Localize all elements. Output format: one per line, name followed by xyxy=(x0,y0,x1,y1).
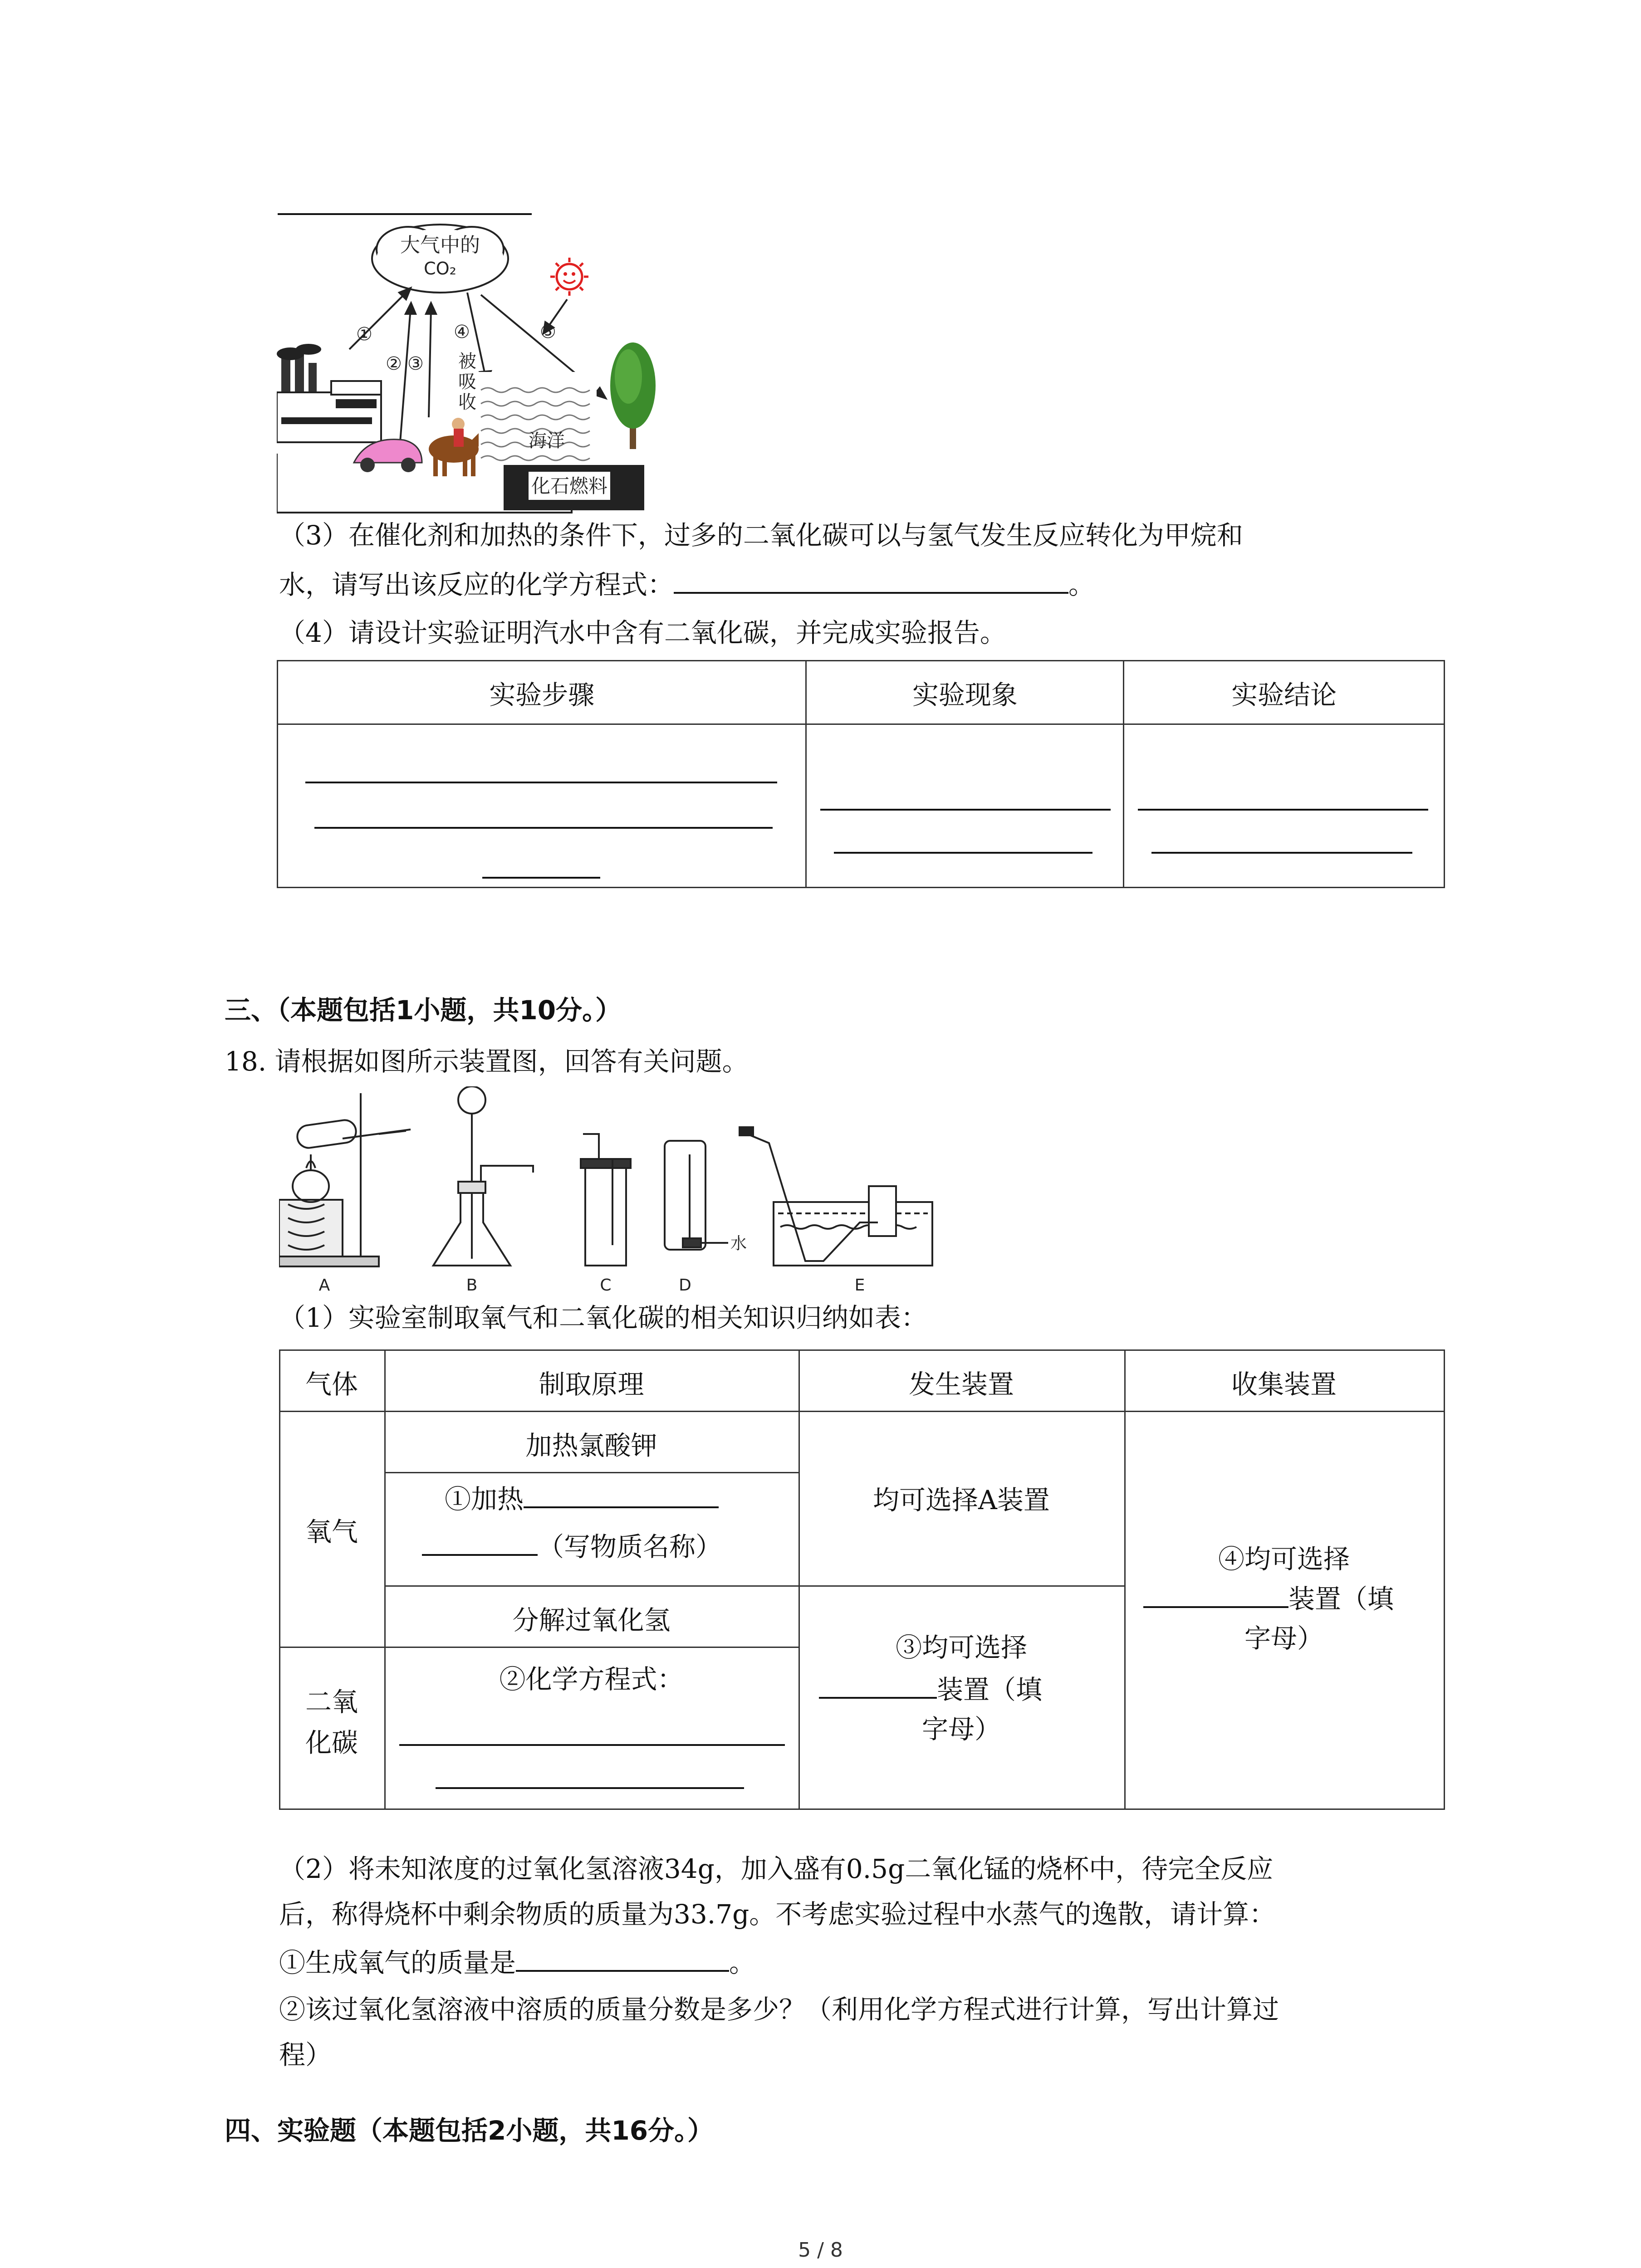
q18-2-sub-1 xyxy=(279,1944,755,1981)
q18-2-line-2: 后，称得烧杯中剩余物质的质量为33.7g。不考虑实验过程中水蒸气的逸散，请计算： xyxy=(279,1899,1276,1930)
phenomena-answer-cell[interactable] xyxy=(806,724,1124,888)
q3-answer-blank[interactable] xyxy=(674,565,1068,594)
apparatus-d xyxy=(665,1141,728,1250)
oxygen-mass-blank[interactable] xyxy=(516,1944,729,1972)
section-3-title: 三、（本题包括1小题，共10分。） xyxy=(225,995,622,1026)
summary-table xyxy=(279,1349,1445,1810)
label-d: D xyxy=(679,1276,691,1295)
q18-2-sub-1-text: ①生成氧气的质量是 xyxy=(279,1947,516,1978)
steps-answer-cell[interactable] xyxy=(278,724,806,888)
header-phenomena: 实验现象 xyxy=(806,661,1124,724)
label-3: ③ xyxy=(407,353,424,374)
q3-line-2 xyxy=(279,565,1095,603)
cloud-text-1: 大气中的 xyxy=(400,234,480,257)
blank-2b[interactable] xyxy=(436,1787,744,1789)
header-conclusion: 实验结论 xyxy=(1124,661,1445,724)
water-label: 水 xyxy=(730,1234,747,1253)
q3-line-1: （3）在催化剂和加热的条件下，过多的二氧化碳可以与氢气发生反应转化为甲烷和 xyxy=(279,520,1243,551)
factory-icon xyxy=(277,344,381,442)
principle-name-hint: （写物质名称） xyxy=(538,1531,722,1562)
header-principle: 制取原理 xyxy=(539,1369,644,1400)
blank-2a[interactable] xyxy=(399,1744,785,1746)
principle-heat-text: ①加热 xyxy=(445,1484,524,1515)
principle-heat xyxy=(445,1481,719,1517)
label-2: ② xyxy=(386,353,402,374)
blank-1b[interactable] xyxy=(422,1529,538,1556)
sun-icon xyxy=(550,258,588,296)
label-b: B xyxy=(466,1276,478,1295)
label-4: ④ xyxy=(454,322,470,342)
tree-icon xyxy=(610,342,656,449)
section-4-title: 四、实验题（本题包括2小题，共16分。） xyxy=(225,2115,714,2146)
apparatus-b xyxy=(433,1086,533,1266)
carbon-cycle-figure xyxy=(277,218,658,517)
principle-name xyxy=(422,1529,722,1565)
label-c: C xyxy=(600,1276,612,1295)
principle-h2o2: 分解过氧化氢 xyxy=(512,1605,671,1636)
q4-line: （4）请设计实验证明汽水中含有二氧化碳，并完成实验报告。 xyxy=(279,617,1006,648)
label-5: ⑤ xyxy=(540,322,556,342)
q18-1-intro: （1）实验室制取氧气和二氧化碳的相关知识归纳如表： xyxy=(279,1302,927,1333)
generator-b-3: 字母） xyxy=(921,1714,1001,1745)
label-1: ① xyxy=(356,324,372,345)
collector-3: 字母） xyxy=(1244,1623,1323,1654)
generator-b-1: ③均可选择 xyxy=(895,1632,1027,1663)
generator-b-2 xyxy=(819,1672,1042,1708)
page-number: 5 / 8 xyxy=(798,2239,843,2262)
ocean-label: 海洋 xyxy=(529,430,565,451)
q18-title: 18. 请根据如图所示装置图，回答有关问题。 xyxy=(225,1046,749,1077)
ocean-icon xyxy=(479,372,597,472)
q18-2-sub-1-end: 。 xyxy=(729,1947,756,1978)
gas-co2-line-1: 二氧 xyxy=(305,1686,358,1717)
q3-line-2-text: 水，请写出该反应的化学方程式： xyxy=(279,569,674,600)
label-a: A xyxy=(318,1276,330,1295)
car-icon xyxy=(354,440,422,472)
absorbed-1: 被 xyxy=(458,351,476,372)
q18-2-sub-2: ②该过氧化氢溶液中溶质的质量分数是多少？（利用化学方程式进行计算，写出计算过 xyxy=(279,1994,1279,2025)
principle-equation: ②化学方程式： xyxy=(499,1664,684,1695)
blank-1a[interactable] xyxy=(524,1481,719,1508)
fossil-fuel-label: 化石燃料 xyxy=(531,475,608,497)
conclusion-answer-cell[interactable] xyxy=(1124,724,1445,888)
gas-oxygen: 氧气 xyxy=(305,1516,358,1547)
principle-kclo3: 加热氯酸钾 xyxy=(525,1430,657,1461)
absorbed-3: 收 xyxy=(458,392,476,413)
gas-co2-line-2: 化碳 xyxy=(305,1727,358,1758)
blank-3[interactable] xyxy=(819,1672,937,1699)
collector-1: ④均可选择 xyxy=(1218,1544,1350,1574)
absorbed-2: 吸 xyxy=(458,371,476,392)
collector-2 xyxy=(1143,1581,1394,1617)
q18-2-sub-2-cont: 程） xyxy=(279,2039,332,2070)
header-generator: 发生装置 xyxy=(908,1369,1014,1400)
generator-b-2-text: 装置（填 xyxy=(937,1674,1043,1705)
apparatus-figure xyxy=(279,1086,950,1300)
label-e: E xyxy=(854,1276,865,1295)
answer-line-top xyxy=(278,213,532,215)
apparatus-c xyxy=(581,1134,631,1266)
experiment-report-table xyxy=(277,660,1445,887)
apparatus-e xyxy=(740,1127,932,1266)
q18-2-line-1: （2）将未知浓度的过氧化氢溶液34g，加入盛有0.5g二氧化锰的烧杯中，待完全反应 xyxy=(279,1853,1274,1884)
cloud-text-2: CO₂ xyxy=(424,259,456,279)
apparatus-a xyxy=(279,1093,411,1266)
q3-period: 。 xyxy=(1068,569,1095,600)
blank-4[interactable] xyxy=(1143,1581,1288,1608)
generator-a: 均可选择A装置 xyxy=(873,1485,1050,1515)
header-gas: 气体 xyxy=(305,1369,358,1400)
header-collector: 收集装置 xyxy=(1231,1369,1337,1400)
header-steps: 实验步骤 xyxy=(278,661,806,724)
collector-2-text: 装置（填 xyxy=(1288,1584,1394,1614)
